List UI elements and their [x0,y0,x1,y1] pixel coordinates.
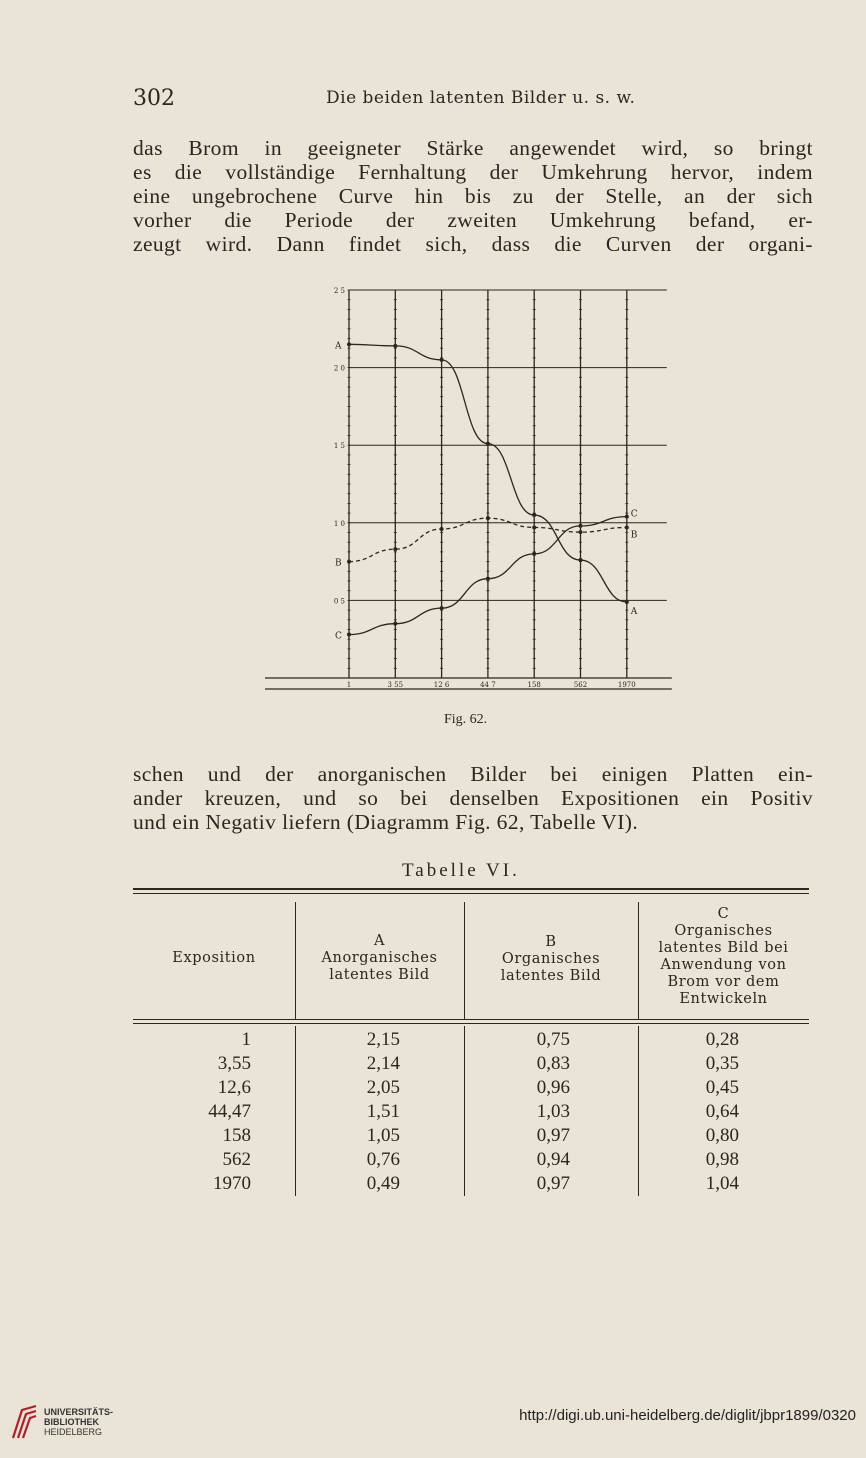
data-point [579,524,583,528]
figure-caption: Fig. 62. [444,712,488,727]
header-c [638,906,809,1008]
series-label-right: A [630,606,638,617]
table-cell: 0,96 [536,1077,570,1098]
data-point [347,633,351,637]
table-cell: 2,15 [366,1029,400,1050]
data-point [347,342,351,346]
header-line: latentes Bild [329,967,430,983]
header-line: C [717,906,730,922]
header-line: Brom vor dem [667,974,780,990]
data-point [440,606,444,610]
header-a [295,933,464,984]
header-line: latentes Bild [500,968,602,984]
header-bottom-rule-2 [133,1023,809,1024]
data-table [133,886,809,1202]
header-line: Anorganisches [321,950,438,966]
library-name-line: UNIVERSITÄTS- [44,1407,114,1417]
table-cell: 0,83 [536,1053,570,1074]
text-line: und ein Negativ liefern (Diagramm Fig. 62, Tabelle VI). [133,810,639,834]
series-label-left: A [335,341,342,352]
table-top-rule-thin [133,893,809,894]
data-point [532,552,536,556]
header-line: B [545,934,557,950]
text-line: das Brom in geeigneter Stärke angewendet wird, so bringt [133,136,813,160]
column-divider [638,1026,639,1196]
header-bottom-rule [133,1019,809,1020]
header-exposition [133,950,295,967]
header-line: latentes Bild bei [658,940,789,956]
x-tick-label: 12 6 [433,681,450,689]
x-tick-label: 562 [573,681,588,689]
library-name [44,1407,113,1437]
text-line: eine ungebrochene Curve hin bis zu der Stelle, an der sich [133,184,813,208]
table-cell: 0,80 [705,1125,739,1146]
data-point [347,560,351,564]
text-line: es die vollständige Fernhaltung der Umkehrung hervor, indem [133,160,813,184]
library-name-line: HEIDELBERG [44,1427,103,1437]
table-cell: 44,47 [208,1101,251,1122]
library-logo [10,1404,113,1440]
table-cell: 0,98 [705,1149,739,1170]
y-tick-label: 1 5 [333,442,345,451]
library-logo-icon [10,1404,38,1440]
table-cell: 1 [241,1029,251,1050]
table-cell: 3,55 [217,1053,251,1074]
data-point [486,442,490,446]
table-cell: 0,75 [536,1029,570,1050]
data-point [486,577,490,581]
header-line: Organisches [501,951,601,967]
line-chart [260,280,680,700]
table-cell: 0,64 [705,1101,739,1122]
figure-62-chart [260,280,680,704]
paragraph-1 [133,136,813,256]
table-cell: 0,28 [705,1029,739,1050]
library-name-line: BIBLIOTHEK [44,1417,99,1427]
x-tick-label: 44 7 [480,681,496,689]
header-line: Anwendung von [660,957,787,973]
x-tick-label: 3 55 [387,681,404,689]
table-cell: 1,03 [536,1101,570,1122]
header-line: Organisches [674,923,773,939]
y-tick-label: 1 0 [333,519,345,528]
table-cell: 0,76 [366,1149,400,1170]
table-cell: 0,35 [705,1053,739,1074]
series-label-right: C [630,509,638,520]
header-line: Entwickeln [679,991,768,1007]
table-cell: 0,94 [536,1149,570,1170]
text-line: vorher die Periode der zweiten Umkehrung befand, er- [133,208,813,232]
series-label-left: C [335,631,342,642]
table-top-rule [133,888,809,890]
data-point [532,525,536,529]
y-tick-label: 2 0 [333,364,345,373]
data-point [440,358,444,362]
table-cell: 1,04 [705,1173,739,1194]
table-cell: 1,05 [366,1125,400,1146]
data-point [393,622,397,626]
table-cell: 0,45 [705,1077,739,1098]
data-point [393,344,397,348]
source-url[interactable]: http://digi.ub.uni-heidelberg.de/diglit/jbpr1899/0320 [519,1407,856,1424]
header-b [464,934,638,985]
table-cell: 1970 [213,1173,251,1194]
data-point [440,527,444,531]
column-divider [464,1026,465,1196]
paragraph-2 [133,762,813,834]
data-point [532,513,536,517]
x-tick-label: 1970 [617,681,636,689]
series-label-right: B [630,530,638,541]
running-title: Die beiden latenten Bilder u. s. w. [326,88,636,108]
table-cell: 1,51 [366,1101,400,1122]
data-point [393,547,397,551]
table-cell: 0,49 [366,1173,400,1194]
data-point [579,530,583,534]
table-cell: 562 [222,1149,251,1170]
header-line: A [373,933,386,949]
data-point [486,516,490,520]
y-tick-label: 2 5 [333,287,345,295]
page-number: 302 [133,86,175,111]
series-label-left: B [335,558,342,569]
table-cell: 0,97 [536,1173,570,1194]
table-cell: 0,97 [536,1125,570,1146]
table-cell: 12,6 [217,1077,251,1098]
table-cell: 158 [222,1125,251,1146]
data-point [625,600,629,604]
x-tick-label: 158 [527,681,541,689]
table-cell: 2,14 [366,1053,400,1074]
data-point [579,558,583,562]
y-tick-label: 0 5 [333,597,345,606]
data-point [625,515,629,519]
text-line: schen und der anorganischen Bilder bei einigen Platten ein- [133,762,813,786]
text-line: zeugt wird. Dann findet sich, dass die Curven der organi- [133,232,813,256]
text-line: ander kreuzen, und so bei denselben Expositionen ein Positiv [133,786,813,810]
data-point [625,525,629,529]
table-title: Tabelle VI. [402,860,520,881]
x-tick-label: 1 [346,681,352,689]
column-divider [295,1026,296,1196]
table-cell: 2,05 [366,1077,400,1098]
header-line: Exposition [172,950,256,966]
